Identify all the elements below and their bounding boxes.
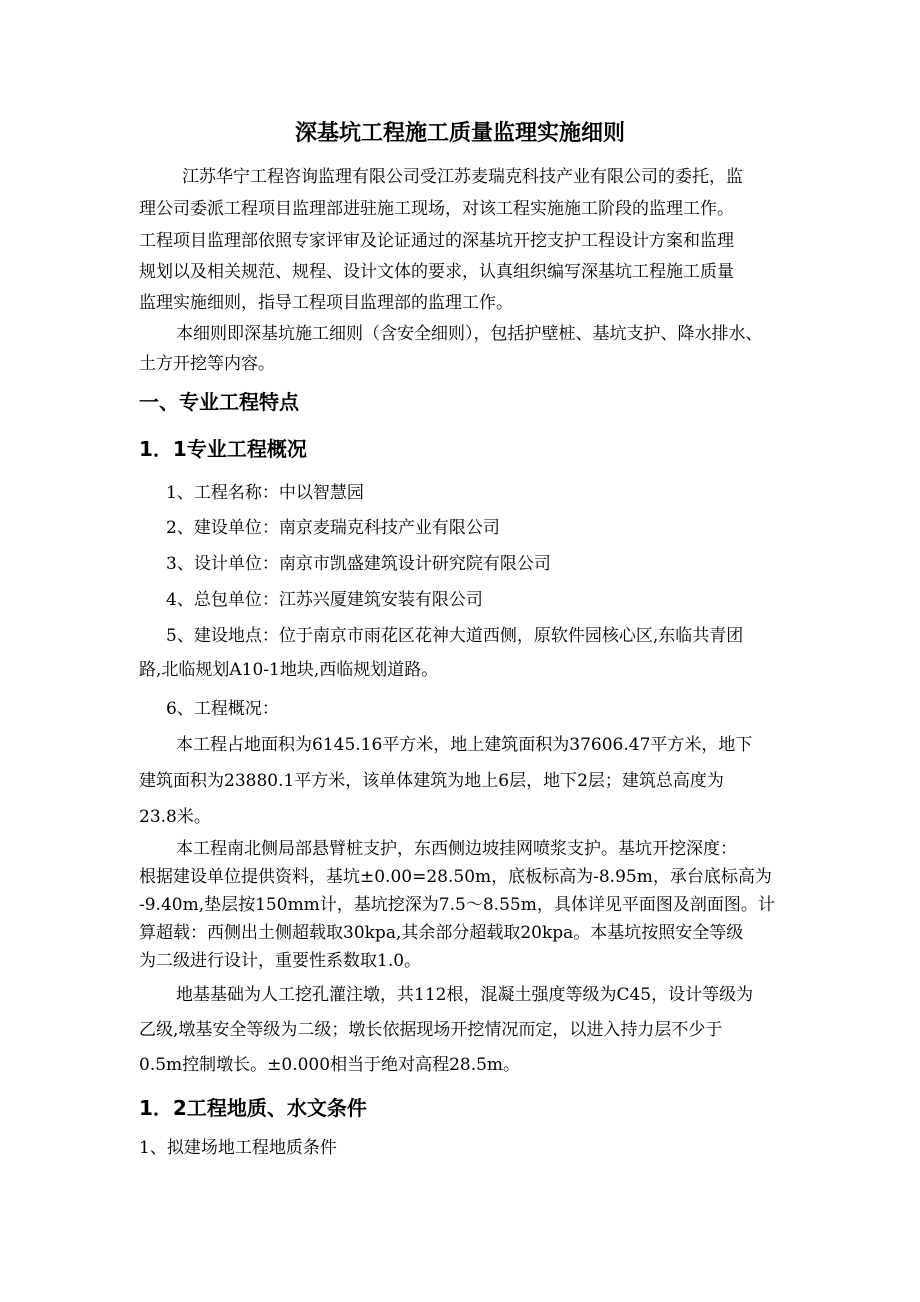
intro-paragraph-1-line-2: 理公司委派工程项目监理部进驻施工现场，对该工程实施施工阶段的监理工作。 bbox=[139, 199, 734, 219]
project-item-location-line-1: 5、建设地点：位于南京市雨花区花神大道西侧，原软件园核心区,东临共青团 bbox=[166, 626, 744, 646]
intro-paragraph-2-line-2: 规划以及相关规范、规程、设计文体的要求，认真组织编写深基坑工程施工质量 bbox=[139, 262, 734, 282]
project-item-designer: 3、设计单位：南京市凯盛建筑设计研究院有限公司 bbox=[166, 554, 551, 574]
subsection-heading-1-1: 1．1专业工程概况 bbox=[139, 437, 307, 461]
project-item-name: 1、工程名称：中以智慧园 bbox=[166, 483, 364, 503]
section-heading-1: 一、专业工程特点 bbox=[139, 390, 299, 414]
geology-item-1: 1、拟建场地工程地质条件 bbox=[139, 1138, 337, 1158]
overview-line-3: 23.8米。 bbox=[139, 807, 211, 827]
foundation-line-3: 0.5m控制墩长。±0.000相当于绝对高程28.5m。 bbox=[139, 1055, 521, 1075]
project-item-location-line-2: 路,北临规划A10-1地块,西临规划道路。 bbox=[139, 660, 439, 680]
foundation-line-2: 乙级,墩基安全等级为二级；墩长依据现场开挖情况而定，以进入持力层不少于 bbox=[139, 1020, 723, 1040]
subsection-heading-1-2: 1．2工程地质、水文条件 bbox=[139, 1096, 367, 1120]
project-item-owner: 2、建设单位：南京麦瑞克科技产业有限公司 bbox=[166, 518, 500, 538]
support-line-2: 根据建设单位提供资料，基坑±0.00=28.50m，底板标高为-8.95m，承台底标高为 bbox=[139, 867, 772, 887]
project-item-overview: 6、工程概况： bbox=[166, 699, 279, 719]
support-line-4: 算超载：西侧出土侧超载取30kpa,其余部分超载取20kpa。本基坑按照安全等级 bbox=[139, 923, 744, 943]
project-item-contractor: 4、总包单位：江苏兴厦建筑安装有限公司 bbox=[166, 590, 483, 610]
overview-line-1: 本工程占地面积为6145.16平方米，地上建筑面积为37606.47平方米，地下 bbox=[176, 735, 753, 755]
support-line-5: 为二级进行设计，重要性系数取1.0。 bbox=[139, 951, 422, 971]
intro-paragraph-1-line-1: 江苏华宁工程咨询监理有限公司受江苏麦瑞克科技产业有限公司的委托，监 bbox=[182, 167, 743, 187]
intro-paragraph-3-line-2: 土方开挖等内容。 bbox=[139, 354, 275, 374]
overview-line-2: 建筑面积为23880.1平方米，该单体建筑为地上6层，地下2层；建筑总高度为 bbox=[139, 771, 724, 791]
support-line-1: 本工程南北侧局部悬臂桩支护，东西侧边坡挂网喷浆支护。基坑开挖深度： bbox=[176, 839, 737, 859]
document-title: 深基坑工程施工质量监理实施细则 bbox=[294, 121, 625, 146]
intro-paragraph-2-line-1: 工程项目监理部依照专家评审及论证通过的深基坑开挖支护工程设计方案和监理 bbox=[139, 231, 734, 251]
foundation-line-1: 地基基础为人工挖孔灌注墩，共112根，混凝土强度等级为C45，设计等级为 bbox=[176, 985, 754, 1005]
support-line-3: -9.40m,垫层按150mm计，基坑挖深为7.5～8.55m，具体详见平面图及剖面图。计 bbox=[139, 895, 775, 915]
intro-paragraph-3-line-1: 本细则即深基坑施工细则（含安全细则），包括护壁桩、基坑支护、降水排水、 bbox=[176, 324, 763, 344]
intro-paragraph-2-line-3: 监理实施细则，指导工程项目监理部的监理工作。 bbox=[139, 293, 513, 313]
